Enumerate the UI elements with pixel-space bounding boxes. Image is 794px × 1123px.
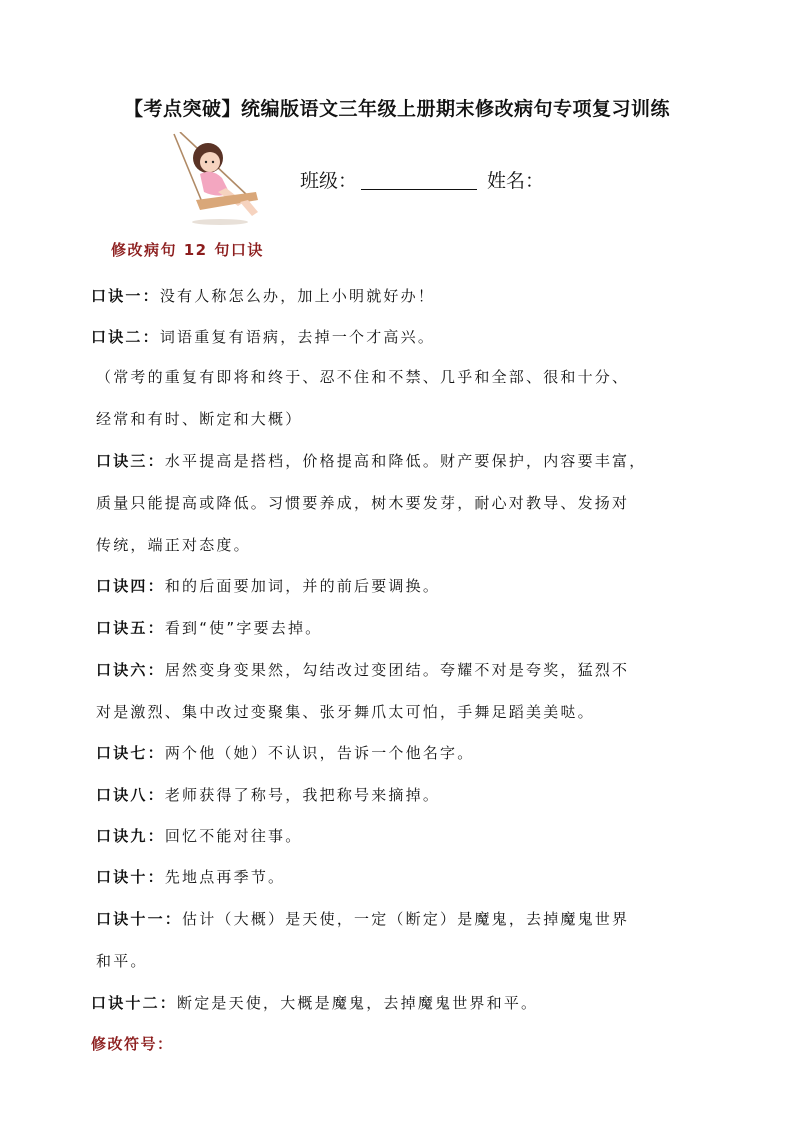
name-label: 姓名：	[487, 170, 545, 192]
rule-line: 口诀一：没有人称怎么办，加上小明就好办！	[91, 287, 436, 305]
rule-line: 质量只能提高或降低。习惯要养成，树木要发芽，耐心对教导、发扬对	[96, 494, 630, 512]
rule-line: 口诀六：居然变身变果然，勾结改过变团结。夸耀不对是夸奖，猛烈不	[96, 661, 630, 679]
rule-line: 口诀十一：估计（大概）是天使，一定（断定）是魔鬼，去掉魔鬼世界	[96, 910, 630, 928]
rule-line: 口诀八：老师获得了称号，我把称号来摘掉。	[96, 786, 441, 804]
rule-line: 口诀五：看到“使”字要去掉。	[96, 619, 323, 637]
rule-line: 口诀二：词语重复有语病，去掉一个才高兴。	[91, 328, 436, 346]
rule-line: 口诀三：水平提高是搭档，价格提高和降低。财产要保护，内容要丰富，	[96, 452, 647, 470]
rule-line: 传统，端正对态度。	[96, 536, 251, 554]
girl-on-swing-illustration	[160, 132, 270, 228]
rule-line: 口诀四：和的后面要加词，并的前后要调换。	[96, 577, 441, 595]
rule-line: 对是激烈、集中改过变聚集、张牙舞爪太可怕，手舞足蹈美美哒。	[96, 703, 595, 721]
rule-line: 口诀十：先地点再季节。	[96, 868, 286, 886]
page-title: 【考点突破】统编版语文三年级上册期末修改病句专项复习训练	[123, 98, 670, 120]
rule-line: 口诀九：回忆不能对往事。	[96, 827, 303, 845]
student-info-line	[300, 166, 544, 193]
class-label: 班级：	[300, 170, 358, 192]
symbols-heading: 修改符号：	[91, 1035, 174, 1053]
rule-line: 和平。	[96, 952, 148, 970]
rule-line: 经常和有时、断定和大概）	[96, 410, 303, 428]
section-heading: 修改病句 12 句口诀	[111, 241, 264, 259]
class-blank[interactable]	[361, 188, 477, 190]
rule-line: 口诀十二：断定是天使，大概是魔鬼，去掉魔鬼世界和平。	[91, 994, 539, 1012]
rule-line: （常考的重复有即将和终于、忍不住和不禁、几乎和全部、很和十分、	[96, 368, 630, 386]
rule-line: 口诀七：两个他（她）不认识，告诉一个他名字。	[96, 744, 475, 762]
